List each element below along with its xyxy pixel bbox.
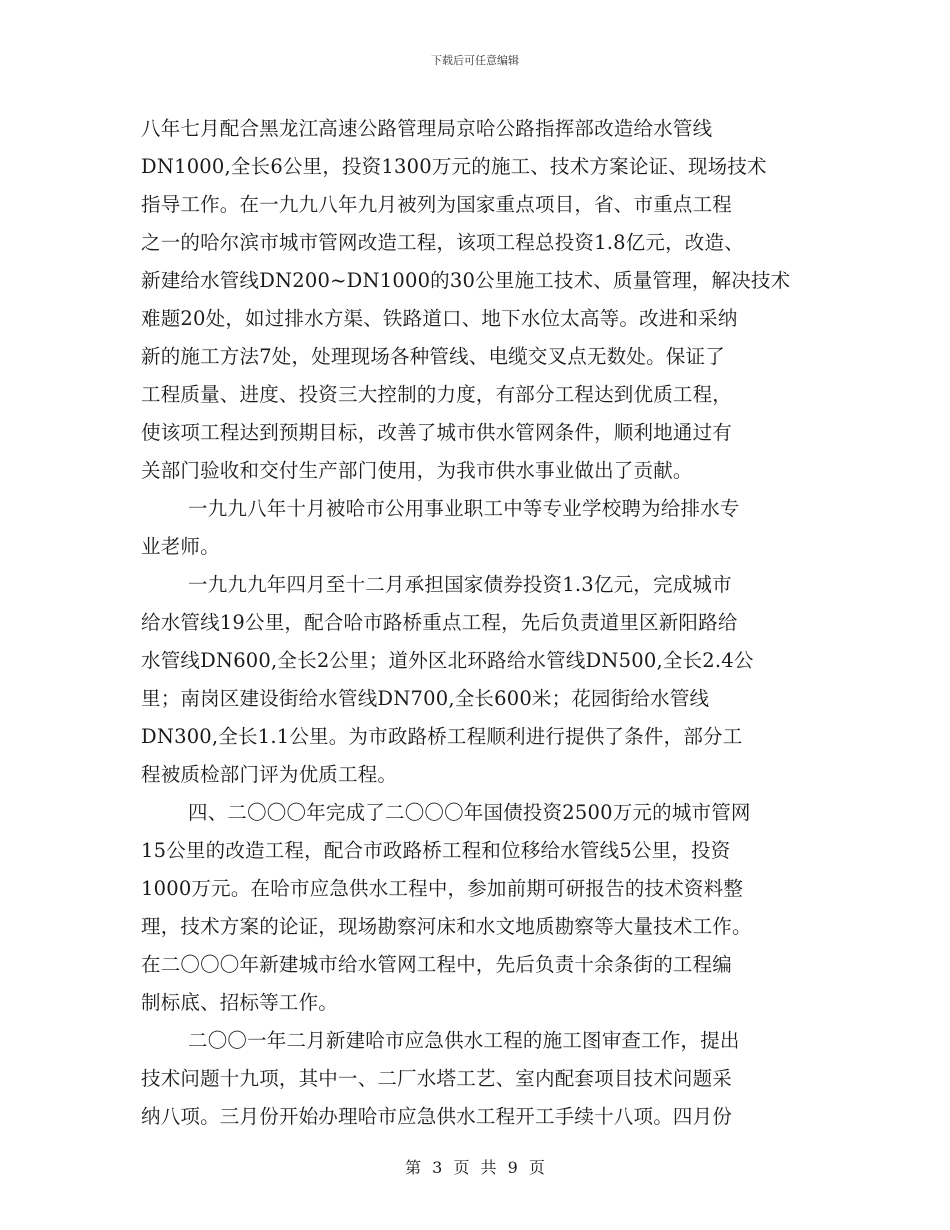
text-line: 关部门验收和交付生产部门使用，为我市供水事业做出了贡献。: [141, 459, 693, 482]
paragraph-first-line: 一九九八年十月被哈市公用事业职工中等专业学校聘为给排水专: [188, 497, 740, 520]
text-line: 1000万元。在哈市应急供水工程中，参加前期可研报告的技术资料整: [141, 877, 744, 900]
text-line: 水管线DN600,全长2公里；道外区北环路给水管线DN500,全长2.4公: [141, 649, 754, 672]
text-line: 程被质检部门评为优质工程。: [141, 763, 398, 786]
text-line: DN1000,全长6公里，投资1300万元的施工、技术方案论证、现场技术: [141, 155, 767, 178]
text-line: 给水管线19公里，配合哈市路桥重点工程，先后负责道里区新阳路给: [141, 611, 738, 634]
text-line: 使该项工程达到预期目标，改善了城市供水管网条件，顺利地通过有: [141, 421, 733, 444]
text-line: 业老师。: [141, 535, 220, 558]
text-line: 理，技术方案的论证，现场勘察河床和水文地质勘察等大量技术工作。: [141, 915, 752, 938]
text-line: 新建给水管线DN200~DN1000的30公里施工技术、质量管理，解决技术: [141, 269, 791, 292]
text-line: 制标底、招标等工作。: [141, 991, 339, 1014]
paragraph-first-line: 一九九九年四月至十二月承担国家债券投资1.3亿元，完成城市: [188, 573, 732, 596]
paragraph-first-line: 四、二〇〇〇年完成了二〇〇〇年国债投资2500万元的城市管网: [188, 801, 751, 824]
text-line: DN300,全长1.1公里。为市政路桥工程顺利进行提供了条件，部分工: [141, 725, 743, 748]
text-line: 工程质量、进度、投资三大控制的力度，有部分工程达到优质工程，: [141, 383, 733, 406]
text-line: 15公里的改造工程，配合市政路桥工程和位移给水管线5公里，投资: [141, 839, 731, 862]
text-line: 新的施工方法7处，处理现场各种管线、电缆交叉点无数处。保证了: [141, 345, 725, 368]
text-line: 之一的哈尔滨市城市管网改造工程，该项工程总投资1.8亿元，改造、: [141, 231, 744, 254]
paragraph-first-line: 二〇〇一年二月新建哈市应急供水工程的施工图审查工作，提出: [188, 1029, 740, 1052]
text-line: 在二〇〇〇年新建城市给水管网工程中，先后负责十余条街的工程编: [141, 953, 733, 976]
page-header: 下载后可任意编辑: [431, 54, 519, 67]
page-number: 第 3 页 共 9 页: [405, 1158, 545, 1177]
text-line: 里；南岗区建设街给水管线DN700,全长600米；花园街给水管线: [141, 687, 710, 710]
text-line: 八年七月配合黑龙江高速公路管理局京哈公路指挥部改造给水管线: [141, 117, 713, 140]
text-line: 指导工作。在一九九八年九月被列为国家重点项目，省、市重点工程: [141, 193, 733, 216]
document-body: [141, 110, 817, 1136]
text-line: 纳八项。三月份开始办理哈市应急供水工程开工手续十八项。四月份: [141, 1105, 733, 1128]
text-line: 难题20处，如过排水方渠、铁路道口、地下水位太高等。改进和采纳: [141, 307, 738, 330]
text-line: 技术问题十九项，其中一、二厂水塔工艺、室内配套项目技术问题采: [141, 1067, 733, 1090]
